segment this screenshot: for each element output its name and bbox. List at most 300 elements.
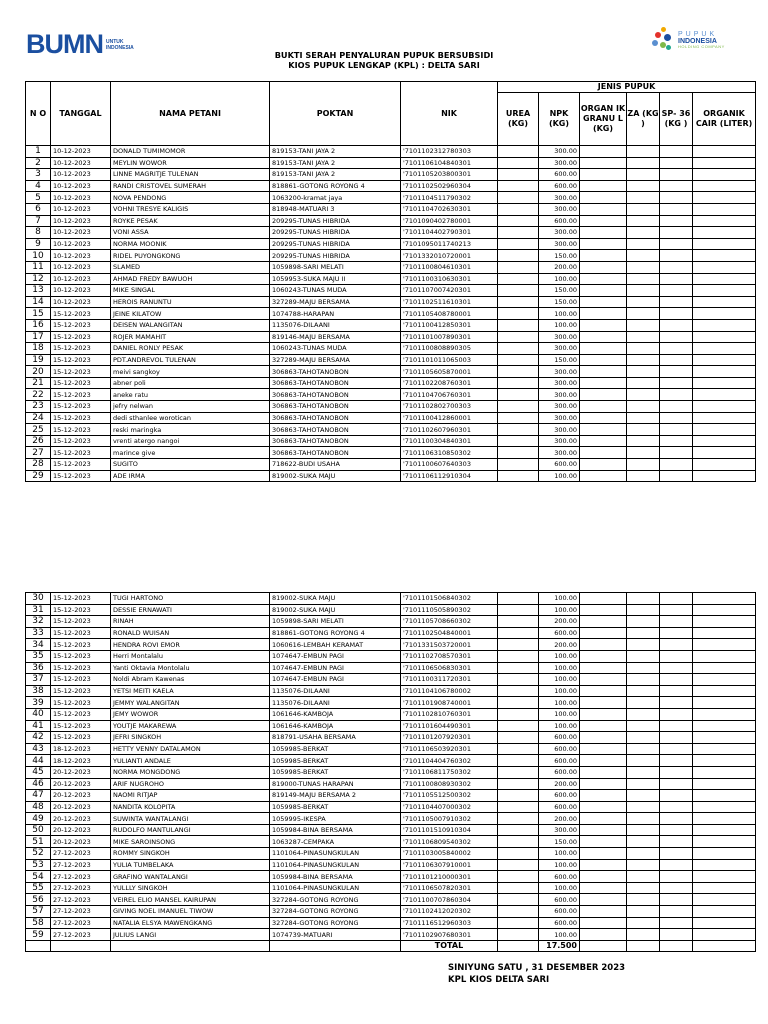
cell-za — [627, 401, 660, 413]
cell-tanggal: 27-12-2023 — [51, 929, 111, 941]
cell-tanggal: 10-12-2023 — [51, 203, 111, 215]
cell-organik-cair — [693, 424, 756, 436]
cell-nama-petani: vrenti atergo nangoi — [111, 435, 270, 447]
cell-urea — [498, 593, 539, 605]
cell-no: 7 — [26, 215, 51, 227]
cell-tanggal: 15-12-2023 — [51, 639, 111, 651]
table-row — [26, 308, 756, 320]
cell-nik: '7101102502960304 — [401, 180, 498, 192]
total-empty-cell — [26, 940, 51, 952]
cell-tanggal: 15-12-2023 — [51, 593, 111, 605]
cell-organik-granul — [580, 859, 627, 871]
cell-tanggal: 27-12-2023 — [51, 882, 111, 894]
table-row — [26, 604, 756, 616]
cell-nama-petani: YULIANTI ANDALE — [111, 755, 270, 767]
total-empty-cell — [111, 940, 270, 952]
cell-nik: '7101106310850302 — [401, 447, 498, 459]
col-header-urea: UREA (KG) — [498, 93, 539, 146]
cell-poktan: 327289-MAJU BERSAMA — [270, 296, 401, 308]
cell-tanggal: 27-12-2023 — [51, 859, 111, 871]
cell-tanggal: 15-12-2023 — [51, 616, 111, 628]
cell-organik-cair — [693, 766, 756, 778]
cell-organik-cair — [693, 871, 756, 883]
cell-poktan: 1063200-kramat jaya — [270, 192, 401, 204]
total-row — [26, 940, 756, 952]
cell-urea — [498, 377, 539, 389]
cell-organik-cair — [693, 261, 756, 273]
cell-za — [627, 882, 660, 894]
cell-urea — [498, 401, 539, 413]
cell-npk: 100.00 — [539, 319, 580, 331]
cell-no: 27 — [26, 447, 51, 459]
cell-urea — [498, 470, 539, 482]
cell-urea — [498, 650, 539, 662]
cell-nik: '7101103005840002 — [401, 848, 498, 860]
cell-nama-petani: VOHNI TRESYE KALIGIS — [111, 203, 270, 215]
cell-urea — [498, 215, 539, 227]
cell-organik-cair — [693, 604, 756, 616]
cell-sp36 — [660, 766, 693, 778]
col-header-jenis-pupuk: JENIS PUPUK — [498, 82, 756, 93]
cell-nik: '7101101207920301 — [401, 732, 498, 744]
cell-sp36 — [660, 435, 693, 447]
cell-npk: 100.00 — [539, 470, 580, 482]
cell-za — [627, 604, 660, 616]
cell-nama-petani: aneke ratu — [111, 389, 270, 401]
table-row — [26, 215, 756, 227]
cell-organik-granul — [580, 215, 627, 227]
table-row — [26, 824, 756, 836]
cell-tanggal: 15-12-2023 — [51, 708, 111, 720]
cell-nik: '7101100808890305 — [401, 343, 498, 355]
cell-tanggal: 27-12-2023 — [51, 906, 111, 918]
table-row — [26, 720, 756, 732]
cell-urea — [498, 882, 539, 894]
cell-za — [627, 261, 660, 273]
cell-organik-cair — [693, 697, 756, 709]
cell-poktan: 327284-GOTONG ROYONG — [270, 894, 401, 906]
cell-npk: 150.00 — [539, 285, 580, 297]
cell-poktan: 1059898-SARI MELATI — [270, 261, 401, 273]
cell-npk: 200.00 — [539, 639, 580, 651]
cell-tanggal: 15-12-2023 — [51, 435, 111, 447]
cell-za — [627, 343, 660, 355]
cell-urea — [498, 732, 539, 744]
cell-nama-petani: RINAH — [111, 616, 270, 628]
cell-za — [627, 459, 660, 471]
cell-nama-petani: HETTY VENNY DATALAMON — [111, 743, 270, 755]
cell-nama-petani: YOUTJE MAKAREWA — [111, 720, 270, 732]
logo-dot — [655, 32, 661, 38]
col-header-tanggal: TANGGAL — [51, 82, 111, 146]
table-row — [26, 639, 756, 651]
cell-npk: 300.00 — [539, 424, 580, 436]
cell-tanggal: 15-12-2023 — [51, 308, 111, 320]
cell-nik: '7101105605870001 — [401, 366, 498, 378]
cell-npk: 300.00 — [539, 192, 580, 204]
cell-organik-granul — [580, 261, 627, 273]
cell-urea — [498, 743, 539, 755]
cell-no: 1 — [26, 146, 51, 158]
table-row — [26, 650, 756, 662]
cell-sp36 — [660, 203, 693, 215]
cell-no: 12 — [26, 273, 51, 285]
total-urea — [498, 940, 539, 952]
cell-tanggal: 20-12-2023 — [51, 801, 111, 813]
cell-sp36 — [660, 616, 693, 628]
table-row — [26, 848, 756, 860]
cell-za — [627, 639, 660, 651]
cell-nik: '7101102810760301 — [401, 708, 498, 720]
cell-nama-petani: MIKE SINGAL — [111, 285, 270, 297]
col-header-organik-granul: ORGAN IK GRANU L (KG) — [580, 93, 627, 146]
cell-no: 29 — [26, 470, 51, 482]
cell-nik: '7101101604490301 — [401, 720, 498, 732]
cell-organik-cair — [693, 882, 756, 894]
cell-poktan: 306863-TAHOTANOBON — [270, 401, 401, 413]
table-row — [26, 343, 756, 355]
cell-nik: '7101101011065003 — [401, 354, 498, 366]
cell-nik: '7101100311720301 — [401, 674, 498, 686]
cell-npk: 100.00 — [539, 848, 580, 860]
cell-nama-petani: SUWINTA WANTALANGI — [111, 813, 270, 825]
cell-organik-granul — [580, 343, 627, 355]
cell-nik: '7101100804610301 — [401, 261, 498, 273]
cell-poktan: 1059985-BERKAT — [270, 766, 401, 778]
cell-za — [627, 435, 660, 447]
cell-urea — [498, 708, 539, 720]
cell-organik-granul — [580, 389, 627, 401]
pupuk-logo-line1: PUPUK — [678, 31, 718, 38]
cell-no: 41 — [26, 720, 51, 732]
cell-tanggal: 15-12-2023 — [51, 459, 111, 471]
cell-sp36 — [660, 674, 693, 686]
cell-sp36 — [660, 215, 693, 227]
cell-tanggal: 10-12-2023 — [51, 215, 111, 227]
cell-no: 32 — [26, 616, 51, 628]
cell-no: 57 — [26, 906, 51, 918]
cell-urea — [498, 929, 539, 941]
cell-nama-petani: Noldi Abram Kawenas — [111, 674, 270, 686]
cell-urea — [498, 685, 539, 697]
cell-no: 26 — [26, 435, 51, 447]
cell-tanggal: 15-12-2023 — [51, 627, 111, 639]
cell-poktan: 1059985-BERKAT — [270, 801, 401, 813]
cell-organik-cair — [693, 389, 756, 401]
total-empty-cell — [580, 940, 627, 952]
document-subtitle: KIOS PUPUK LENGKAP (KPL) : DELTA SARI — [288, 60, 480, 70]
cell-organik-cair — [693, 319, 756, 331]
cell-organik-granul — [580, 801, 627, 813]
cell-organik-granul — [580, 917, 627, 929]
table-row — [26, 662, 756, 674]
cell-organik-granul — [580, 354, 627, 366]
cell-sp36 — [660, 250, 693, 262]
cell-tanggal: 10-12-2023 — [51, 157, 111, 169]
cell-urea — [498, 871, 539, 883]
total-empty-cell — [693, 940, 756, 952]
cell-no: 55 — [26, 882, 51, 894]
cell-nik: '7101095011740213 — [401, 238, 498, 250]
cell-poktan: 818948-MATUARI 3 — [270, 203, 401, 215]
cell-poktan: 306863-TAHOTANOBON — [270, 389, 401, 401]
cell-organik-granul — [580, 319, 627, 331]
table-row — [26, 859, 756, 871]
cell-nama-petani: TUGI HARTONO — [111, 593, 270, 605]
table-row — [26, 906, 756, 918]
cell-urea — [498, 662, 539, 674]
cell-urea — [498, 894, 539, 906]
cell-no: 56 — [26, 894, 51, 906]
table-row — [26, 447, 756, 459]
cell-npk: 200.00 — [539, 616, 580, 628]
table-row — [26, 180, 756, 192]
cell-tanggal: 15-12-2023 — [51, 412, 111, 424]
cell-poktan: 1101064-PINASUNGKULAN — [270, 848, 401, 860]
table-row — [26, 459, 756, 471]
cell-organik-cair — [693, 790, 756, 802]
total-empty-cell — [660, 940, 693, 952]
cell-organik-granul — [580, 813, 627, 825]
cell-poktan: 818861-GOTONG ROYONG 4 — [270, 180, 401, 192]
cell-sp36 — [660, 708, 693, 720]
cell-poktan: 306863-TAHOTANOBON — [270, 447, 401, 459]
col-header-poktan: POKTAN — [270, 82, 401, 146]
cell-organik-granul — [580, 894, 627, 906]
table-row — [26, 627, 756, 639]
cell-no: 13 — [26, 285, 51, 297]
cell-poktan: 819002-SUKA MAJU — [270, 593, 401, 605]
table-row — [26, 836, 756, 848]
cell-organik-granul — [580, 366, 627, 378]
cell-organik-granul — [580, 308, 627, 320]
cell-no: 30 — [26, 593, 51, 605]
bumn-tagline — [106, 39, 134, 51]
cell-organik-granul — [580, 377, 627, 389]
table-row — [26, 755, 756, 767]
cell-sp36 — [660, 790, 693, 802]
cell-organik-granul — [580, 639, 627, 651]
col-header-za: ZA (KG ) — [627, 93, 660, 146]
cell-nama-petani: JEFRI SINGKOH — [111, 732, 270, 744]
cell-npk: 100.00 — [539, 650, 580, 662]
table-row — [26, 697, 756, 709]
cell-no: 43 — [26, 743, 51, 755]
cell-poktan: 1059953-SUKA MAJU II — [270, 273, 401, 285]
table-row — [26, 778, 756, 790]
cell-organik-granul — [580, 401, 627, 413]
table-row — [26, 169, 756, 181]
table-row — [26, 470, 756, 482]
cell-nama-petani: MIKE SAROINSONG — [111, 836, 270, 848]
cell-no: 52 — [26, 848, 51, 860]
cell-organik-granul — [580, 697, 627, 709]
cell-za — [627, 871, 660, 883]
table-row — [26, 616, 756, 628]
cell-organik-granul — [580, 146, 627, 158]
cell-no: 49 — [26, 813, 51, 825]
cell-za — [627, 215, 660, 227]
cell-sp36 — [660, 285, 693, 297]
cell-sp36 — [660, 296, 693, 308]
table-row — [26, 319, 756, 331]
cell-za — [627, 157, 660, 169]
cell-sp36 — [660, 836, 693, 848]
cell-organik-granul — [580, 435, 627, 447]
cell-urea — [498, 412, 539, 424]
cell-sp36 — [660, 871, 693, 883]
cell-sp36 — [660, 238, 693, 250]
cell-organik-granul — [580, 412, 627, 424]
table-row — [26, 354, 756, 366]
cell-nik: '7101106307910001 — [401, 859, 498, 871]
cell-tanggal: 10-12-2023 — [51, 273, 111, 285]
cell-poktan: 327284-GOTONG ROYONG — [270, 906, 401, 918]
cell-poktan: 209295-TUNAS HIBRIDA — [270, 250, 401, 262]
cell-organik-cair — [693, 627, 756, 639]
cell-nama-petani: HENDRA ROVI EMOR — [111, 639, 270, 651]
cell-urea — [498, 801, 539, 813]
cell-poktan: 1060616-LEMBAH KERAMAT — [270, 639, 401, 651]
pupuk-logo-line2: INDONESIA — [678, 38, 717, 45]
cell-nama-petani: SLAMED — [111, 261, 270, 273]
cell-tanggal: 10-12-2023 — [51, 169, 111, 181]
cell-poktan: 1074739-MATUARI — [270, 929, 401, 941]
cell-nik: '7101110505890302 — [401, 604, 498, 616]
cell-nama-petani: DESSIE ERNAWATI — [111, 604, 270, 616]
cell-nama-petani: NOVA PENDONG — [111, 192, 270, 204]
cell-organik-cair — [693, 639, 756, 651]
cell-tanggal: 20-12-2023 — [51, 836, 111, 848]
cell-sp36 — [660, 639, 693, 651]
cell-za — [627, 296, 660, 308]
cell-organik-granul — [580, 238, 627, 250]
cell-za — [627, 192, 660, 204]
cell-nik: '7101107007420301 — [401, 285, 498, 297]
cell-za — [627, 308, 660, 320]
cell-no: 59 — [26, 929, 51, 941]
cell-za — [627, 285, 660, 297]
cell-za — [627, 685, 660, 697]
cell-tanggal: 15-12-2023 — [51, 424, 111, 436]
cell-no: 37 — [26, 674, 51, 686]
cell-sp36 — [660, 778, 693, 790]
cell-urea — [498, 273, 539, 285]
cell-no: 4 — [26, 180, 51, 192]
cell-poktan: 1060243-TUNAS MUDA — [270, 343, 401, 355]
cell-npk: 600.00 — [539, 801, 580, 813]
cell-poktan: 306863-TAHOTANOBON — [270, 424, 401, 436]
cell-sp36 — [660, 650, 693, 662]
table-row — [26, 331, 756, 343]
cell-za — [627, 906, 660, 918]
cell-nik: '7101101210000301 — [401, 871, 498, 883]
cell-no: 18 — [26, 343, 51, 355]
cell-urea — [498, 697, 539, 709]
cell-npk: 200.00 — [539, 778, 580, 790]
cell-poktan: 1135076-DILAANI — [270, 697, 401, 709]
cell-npk: 100.00 — [539, 708, 580, 720]
cell-za — [627, 650, 660, 662]
table-row — [26, 813, 756, 825]
cell-organik-cair — [693, 470, 756, 482]
cell-za — [627, 169, 660, 181]
cell-poktan: 1135076-DILAANI — [270, 685, 401, 697]
cell-tanggal: 15-12-2023 — [51, 697, 111, 709]
cell-npk: 150.00 — [539, 836, 580, 848]
cell-poktan: 718622-BUDI USAHA — [270, 459, 401, 471]
cell-tanggal: 15-12-2023 — [51, 377, 111, 389]
cell-za — [627, 273, 660, 285]
cell-organik-cair — [693, 813, 756, 825]
cell-sp36 — [660, 343, 693, 355]
table-row — [26, 238, 756, 250]
cell-no: 36 — [26, 662, 51, 674]
cell-nama-petani: GIVING NOEL IMANUEL TIWOW — [111, 906, 270, 918]
cell-organik-cair — [693, 169, 756, 181]
cell-sp36 — [660, 697, 693, 709]
cell-organik-cair — [693, 720, 756, 732]
cell-npk: 100.00 — [539, 720, 580, 732]
cell-urea — [498, 459, 539, 471]
cell-sp36 — [660, 157, 693, 169]
cell-za — [627, 813, 660, 825]
cell-nama-petani: JULIUS LANGI — [111, 929, 270, 941]
cell-sp36 — [660, 894, 693, 906]
table-row — [26, 146, 756, 158]
cell-organik-cair — [693, 848, 756, 860]
cell-npk: 300.00 — [539, 331, 580, 343]
cell-no: 48 — [26, 801, 51, 813]
table-row — [26, 285, 756, 297]
cell-nama-petani: SUGITO — [111, 459, 270, 471]
col-header-sp36: SP- 36 (KG ) — [660, 93, 693, 146]
cell-sp36 — [660, 801, 693, 813]
cell-tanggal: 20-12-2023 — [51, 766, 111, 778]
cell-nik: '7101100304840301 — [401, 435, 498, 447]
cell-organik-cair — [693, 778, 756, 790]
cell-poktan: 1059985-BERKAT — [270, 743, 401, 755]
cell-nama-petani: ROJER MAMAHIT — [111, 331, 270, 343]
cell-nik: '7101102504840001 — [401, 627, 498, 639]
cell-tanggal: 27-12-2023 — [51, 917, 111, 929]
cell-nik: '7101106503920301 — [401, 743, 498, 755]
cell-nik: '7101104407000302 — [401, 801, 498, 813]
cell-npk: 100.00 — [539, 593, 580, 605]
cell-nama-petani: GRAFINO WANTALANGI — [111, 871, 270, 883]
cell-sp36 — [660, 593, 693, 605]
table-row — [26, 366, 756, 378]
cell-npk: 100.00 — [539, 273, 580, 285]
cell-urea — [498, 389, 539, 401]
cell-nama-petani: JEMMY WALANGITAN — [111, 697, 270, 709]
table-row — [26, 261, 756, 273]
cell-tanggal: 18-12-2023 — [51, 743, 111, 755]
cell-za — [627, 848, 660, 860]
cell-organik-cair — [693, 906, 756, 918]
cell-organik-granul — [580, 285, 627, 297]
table-row — [26, 871, 756, 883]
cell-npk: 100.00 — [539, 685, 580, 697]
table-row — [26, 732, 756, 744]
cell-urea — [498, 319, 539, 331]
cell-npk: 100.00 — [539, 882, 580, 894]
cell-npk: 600.00 — [539, 169, 580, 181]
cell-organik-cair — [693, 157, 756, 169]
table-row — [26, 401, 756, 413]
cell-za — [627, 662, 660, 674]
cell-za — [627, 708, 660, 720]
